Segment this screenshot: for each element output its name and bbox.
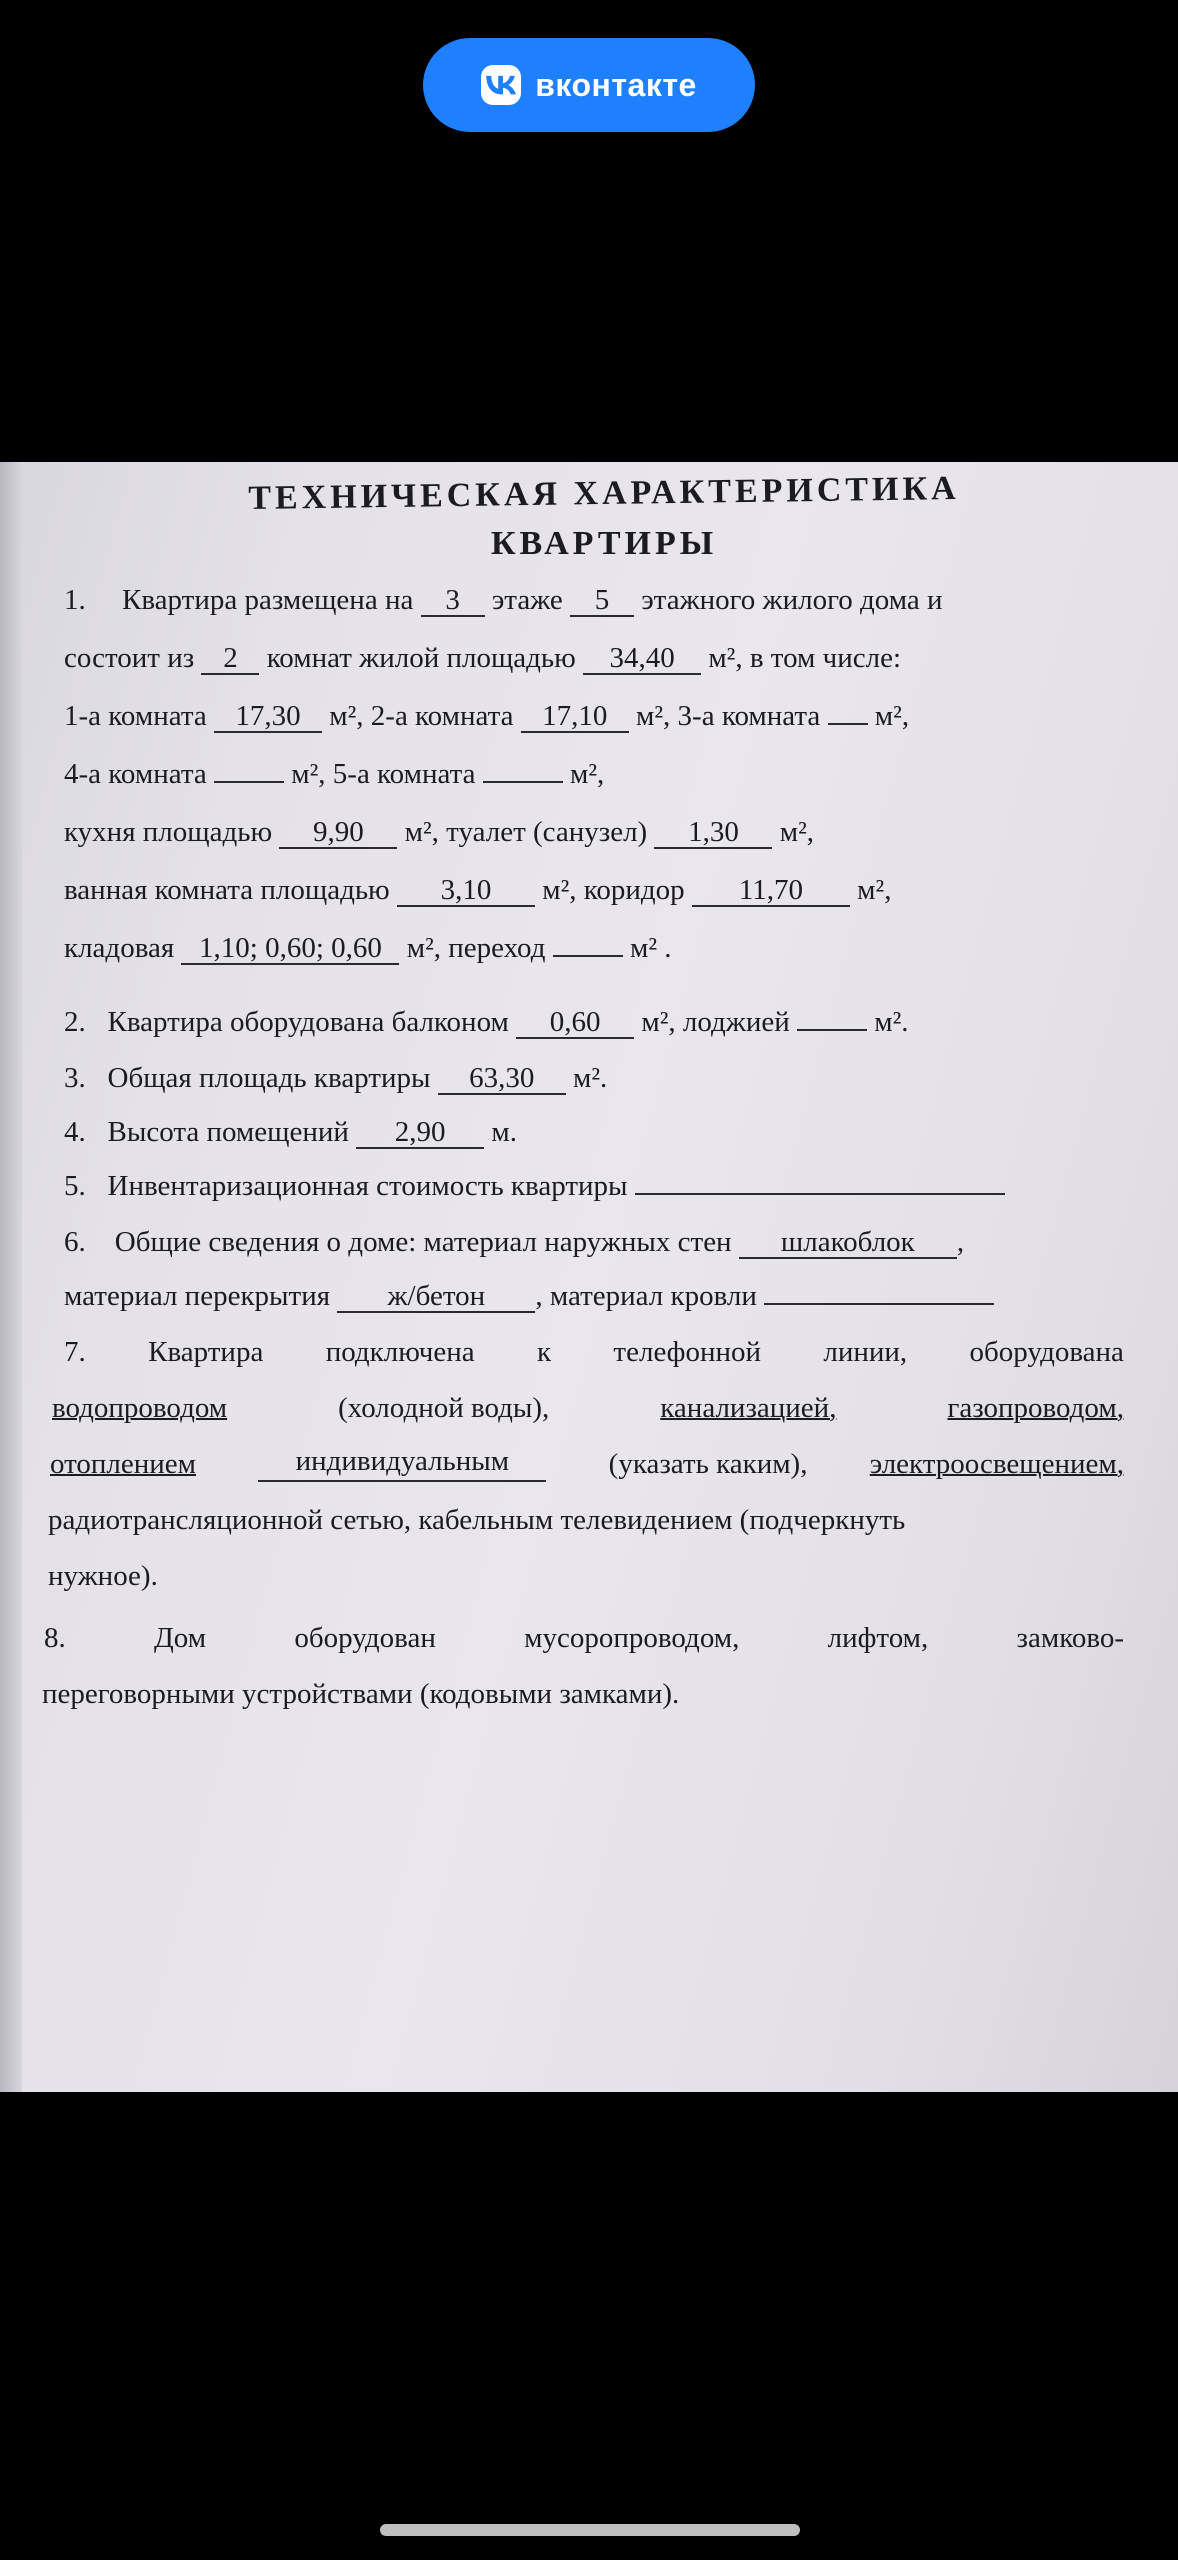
p7-line2: водопроводом (холодной воды), канализацией, газопроводом, [52,1392,1124,1424]
room5-blank [483,757,563,783]
p1-line1: 1. Квартира размещена на 3 этаже 5 этажного жилого дома и [64,584,943,616]
p6-line2: материал перекрытия ж/бетон , материал кровли [64,1278,1144,1314]
room1-value: 17,30 [214,701,322,733]
heating-type-value: индивидуальным [258,1446,546,1482]
total-area-value: 63,30 [438,1063,566,1095]
balcony-value: 0,60 [516,1007,634,1039]
sewer-underlined: канализацией, [660,1392,837,1424]
p4-line: 4. Высота помещений 2,90 м. [64,1116,518,1148]
document-page [42,462,1144,2092]
toilet-value: 1,30 [654,817,772,849]
document-photo[interactable] [0,462,1178,2092]
p1-line3: 1-а комната 17,30 м², 2-а комната 17,10 м², 3-а комната м², [64,700,910,732]
app-name: вконтакте [535,66,697,103]
p1-line5: кухня площадью 9,90 м², туалет (санузел) 1,30 м², [64,816,815,848]
floors-total-value: 5 [570,585,634,617]
kitchen-value: 9,90 [279,817,397,849]
p8-line1: 8. Дом оборудован мусоропроводом, лифтом, замково- [44,1622,1124,1654]
electric-underlined: электроосвещением, [869,1448,1124,1480]
paper-edge [0,462,22,2092]
bathroom-value: 3,10 [397,875,535,907]
room2-value: 17,10 [521,701,629,733]
document-subtitle: КВАРТИРЫ [490,525,718,562]
loggia-blank [797,1005,867,1031]
p3-line: 3. Общая площадь квартиры 63,30 м². [64,1062,608,1094]
living-area-value: 34,40 [583,643,701,675]
inventory-cost-blank [635,1169,1005,1195]
p1-line7: кладовая 1,10; 0,60; 0,60 м², переход м² . [64,932,672,964]
storage-value: 1,10; 0,60; 0,60 [181,933,399,965]
p6-line1: 6. Общие сведения о доме: материал наружных стен шлакоблок , [64,1226,965,1258]
document-title: ТЕХНИЧЕСКАЯ ХАРАКТЕРИСТИКА [248,470,960,517]
p8-line2: переговорными устройствами (кодовыми замками). [42,1678,680,1710]
p7-line1: 7. Квартира подключена к телефонной линии, оборудована [64,1336,1124,1368]
p7-line5: нужное). [48,1560,158,1592]
p1-line2: состоит из 2 комнат жилой площадью 34,40 м², в том числе: [64,642,902,674]
corridor-value: 11,70 [692,875,850,907]
room4-blank [214,757,284,783]
p7-line4: радиотрансляционной сетью, кабельным телевидением (подчеркнуть [48,1504,906,1536]
water-underlined: водопроводом [52,1392,228,1424]
walls-value: шлакоблок [739,1227,957,1259]
floors-material-value: ж/бетон [337,1281,535,1313]
p1-line6: ванная комната площадью 3,10 м², коридор 11,70 м², [64,874,892,906]
heating-underlined: отоплением [50,1448,197,1480]
vk-logo-icon [481,65,521,105]
roof-material-blank [764,1279,994,1305]
passage-blank [553,931,623,957]
p5-line: 5. Инвентаризационная стоимость квартиры [64,1168,1144,1204]
height-value: 2,90 [356,1117,484,1149]
gas-underlined: газопроводом, [947,1392,1124,1424]
p2-line: 2. Квартира оборудована балконом 0,60 м², лоджией м². [64,1006,909,1038]
rooms-value: 2 [201,643,259,675]
room3-blank [828,699,868,725]
p1-line4: 4-а комната м², 5-а комната м², [64,758,605,790]
vk-app-badge[interactable] [423,38,755,132]
home-indicator[interactable] [380,2524,800,2536]
floor-value: 3 [421,585,485,617]
p7-line3: отоплением индивидуальным (указать каким), электроосвещением, [50,1445,1124,1480]
